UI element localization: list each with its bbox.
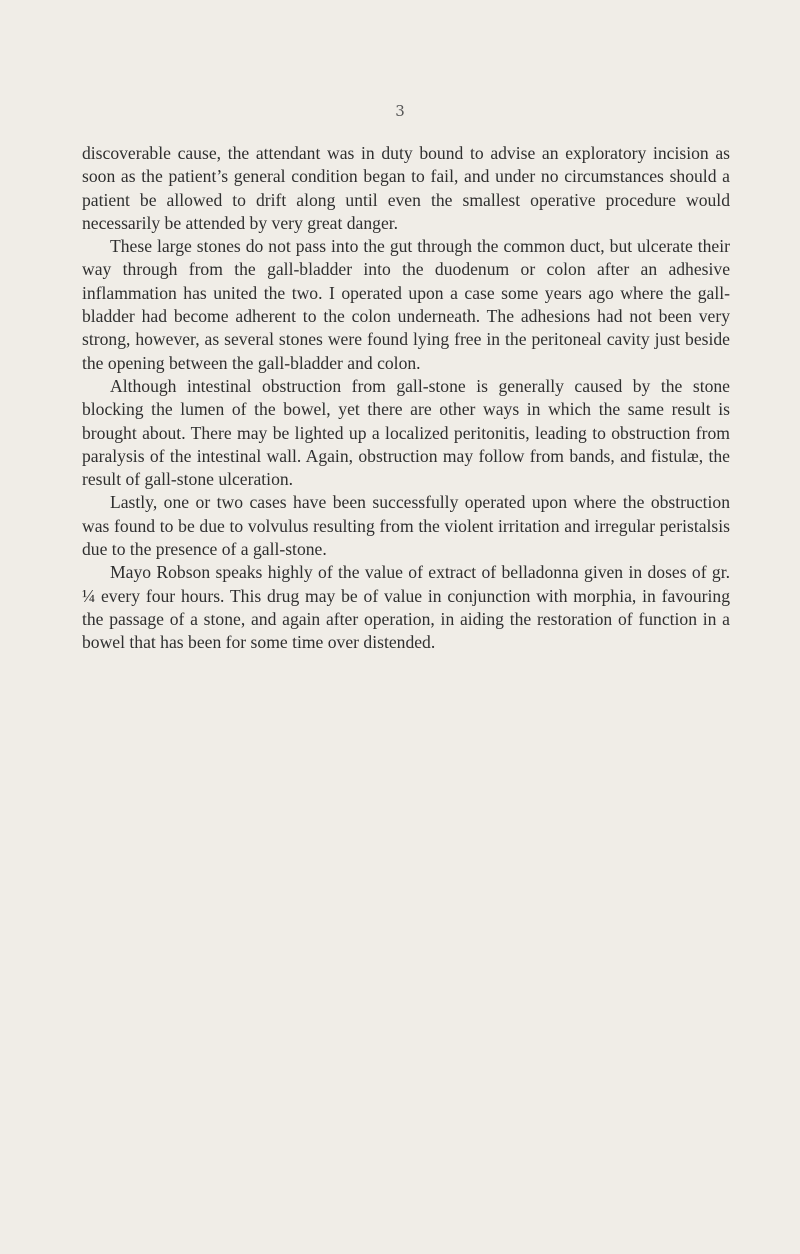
page-number: 3	[395, 102, 405, 120]
paragraph-2: These large stones do not pass into the gut through the common duct, but ulcerate their way through from the gall-bladder into the duodenum or colon after an adhesive inflammation has united the two. I operated upon a case some years ago where the gall-bladder had become adherent to the colon underneath. The adhesions had not been very strong, however, as several stones were found lying free in the peritoneal cavity just beside the opening between the gall-bladder and colon.	[82, 236, 730, 373]
paragraph-5: Mayo Robson speaks highly of the value of extract of belladonna given in doses of gr. ¼ every four hours. This drug may be of value in conjunction with morphia, in favouring the passage of a stone, and again after operation, in aiding the restoration of function in a bowel that has been for some time over distended.	[82, 562, 730, 653]
body-text	[82, 142, 730, 655]
paragraph-4: Lastly, one or two cases have been successfully operated upon where the obstruction was found to be due to volvulus resulting from the violent irritation and irregular peristalsis due to the presence of a gall-stone.	[82, 492, 730, 560]
paragraph-1: discoverable cause, the attendant was in duty bound to advise an exploratory incision as soon as the patient’s general condition began to fail, and under no circumstances should a patient be allowed to drift along until even the smallest operative procedure would necessarily be attended by very great danger.	[82, 143, 730, 233]
paragraph-3: Although intestinal obstruction from gall-stone is generally caused by the stone blocking the lumen of the bowel, yet there are other ways in which the same result is brought about. There may be lighted up a localized peritonitis, leading to obstruction from paralysis of the intestinal wall. Again, obstruction may follow from bands, and fistulæ, the result of gall-stone ulceration.	[82, 375, 730, 490]
